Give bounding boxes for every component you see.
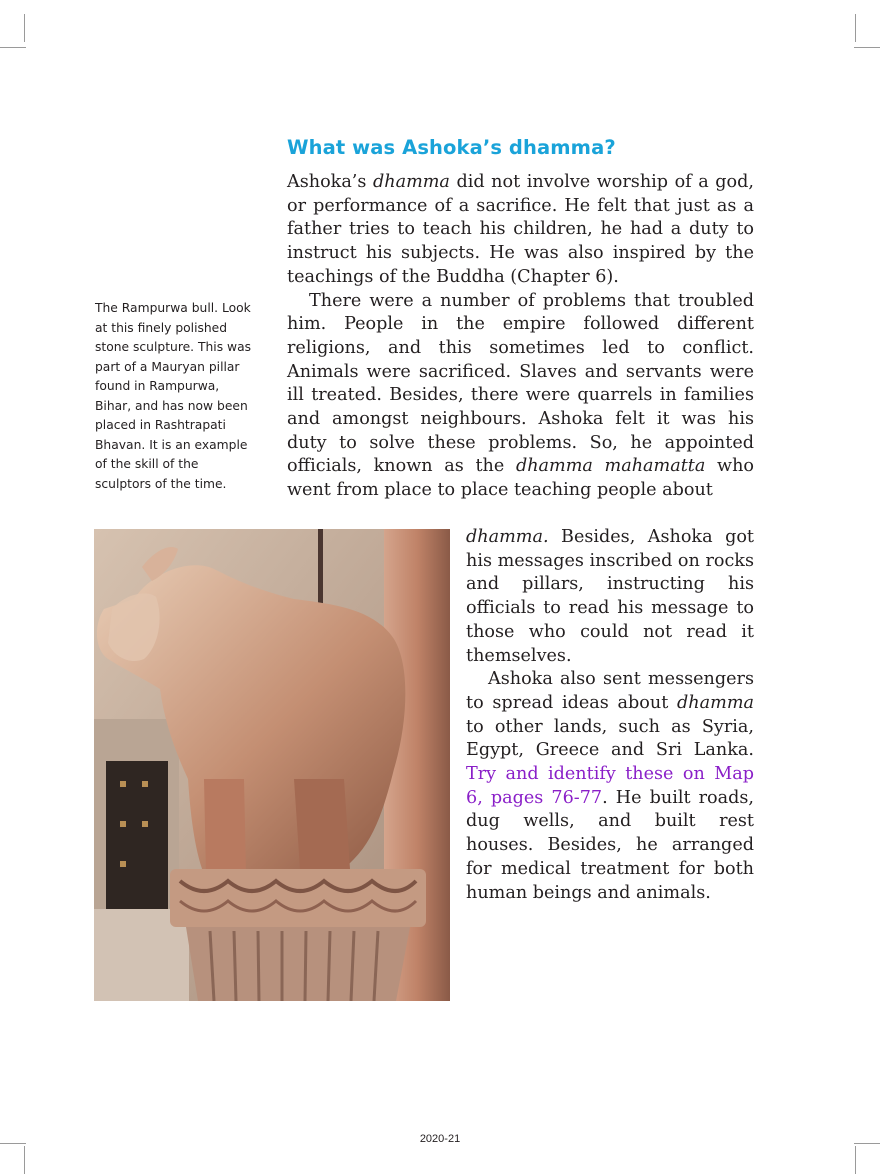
text-column-narrow <box>466 526 754 905</box>
para2-text-c: Besides, Ashoka got his messages inscribed on rocks and pillars, instructing his officials to read his message to those who could not read it themselves. <box>466 527 754 666</box>
activity-prompt: Try and identify these on Map 6, pages 76-77 <box>466 764 754 808</box>
crop-mark-top-right <box>855 14 856 42</box>
para1-text-b: did not involve worship of a god, or performance of a sacrifice. He felt that just as a father tries to teach his children, he had a duty to instruct his subjects. He was also inspired by the teachings of the Buddha (Chapter 6). <box>287 172 754 287</box>
crop-mark-top-left <box>24 14 25 42</box>
para2-text-a: There were a number of problems that troubled him. People in the empire followed different religions, and this sometimes led to conflict. Animals were sacrificed. Slaves and servants were ill treated. Besides, there were quarrels in families and amongst neighbours. Ashoka felt it was his duty to solve these problems. So, he appointed officials, known as the <box>287 290 754 477</box>
paragraph-2-continued <box>466 526 754 668</box>
rampurwa-bull-photo <box>94 529 450 1001</box>
text-column-wide <box>287 171 754 503</box>
para2-text-b: who went from place to place teaching people about <box>287 456 754 501</box>
para3-text-c: . He built roads, dug wells, and built rest houses. Besides, he arranged for medical treatment for both human beings and animals. <box>466 787 754 903</box>
crop-mark-top-right-h <box>854 47 880 48</box>
para2-term-dhamma-mahamatta: dhamma mahamatta <box>515 456 706 477</box>
paragraph-2 <box>287 290 754 503</box>
para1-text-a: Ashoka’s <box>287 172 373 192</box>
para2-term-dhamma: dhamma. <box>466 527 549 547</box>
crop-mark-top-left-h <box>0 47 26 48</box>
para3-term-dhamma: dhamma <box>677 692 754 713</box>
figure-caption: The Rampurwa bull. Look at this finely polished stone sculpture. This was part of a Mauryan pillar found in Rampurwa, Bihar, and has now been placed in Rashtrapati Bhavan. It is an example of the skill of the sculptors of the time. <box>95 301 252 491</box>
para1-term-dhamma: dhamma <box>372 172 450 192</box>
paragraph-3 <box>466 668 754 905</box>
paragraph-1 <box>287 171 754 290</box>
para3-text-a: Ashoka also sent messengers to spread ideas about <box>466 669 754 713</box>
crop-mark-bottom-right <box>855 1146 856 1174</box>
crop-mark-bottom-left <box>24 1146 25 1174</box>
section-heading: What was Ashoka’s dhamma? <box>287 136 616 159</box>
page-footer-year: 2020-21 <box>419 1133 461 1145</box>
para3-text-b: to other lands, such as Syria, Egypt, Greece and Sri Lanka. <box>466 716 754 761</box>
